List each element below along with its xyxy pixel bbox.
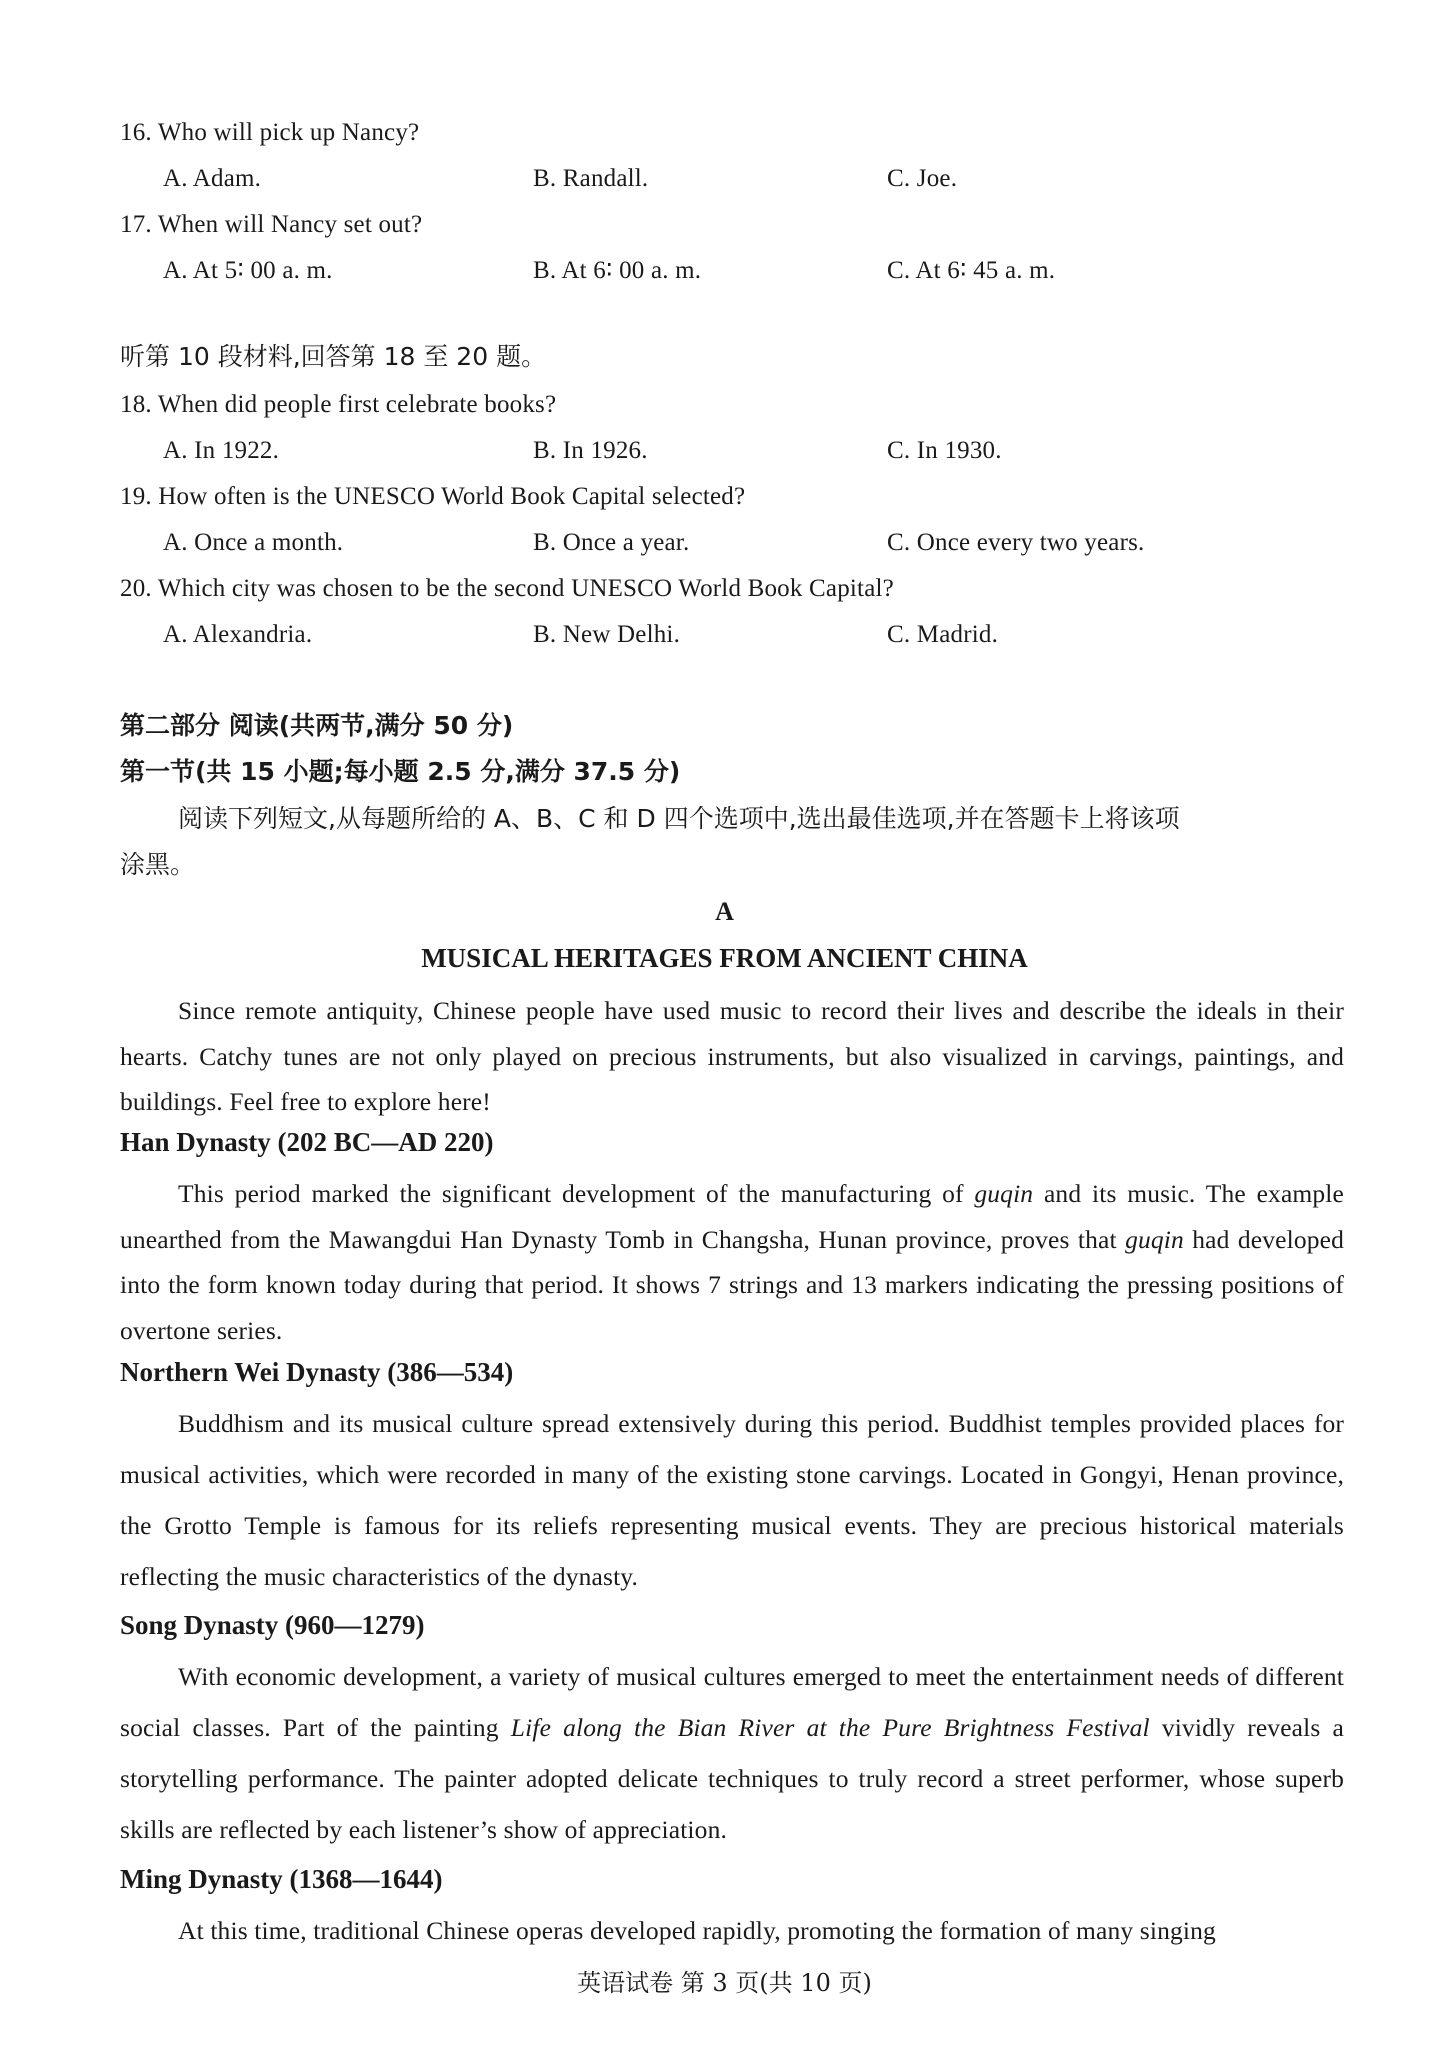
question-16-option-a: A. Adam.: [163, 165, 262, 192]
question-18-stem: 18. When did people first celebrate books?: [120, 391, 557, 418]
page-footer: 英语试卷 第 3 页(共 10 页): [577, 1969, 872, 1997]
question-17-option-a: A. At 5∶ 00 a. m.: [163, 257, 333, 284]
question-17-option-b: B. At 6∶ 00 a. m.: [533, 257, 702, 284]
part2-section1: 第一节(共 15 小题;每小题 2.5 分,满分 37.5 分): [120, 757, 681, 786]
section-text-han: This period marked the significant development of the manufacturing of guqin and its music. The example unearthed from the Mawangdui Han Dynasty Tomb in Changsha, Hunan province, proves that guqin had developed into the form known today during that period. It shows 7 strings and 13 markers indicating the pressing positions of overtone series.: [120, 1179, 1344, 1345]
question-16-stem: 16. Who will pick up Nancy?: [120, 119, 420, 146]
heading-years: (386—534): [387, 1357, 514, 1387]
heading-name: Song Dynasty: [120, 1610, 279, 1640]
section-heading-northern-wei: [120, 1355, 513, 1389]
question-18-option-c: C. In 1930.: [887, 437, 1002, 464]
question-19-stem: 19. How often is the UNESCO World Book Capital selected?: [120, 483, 746, 510]
passage-title: MUSICAL HERITAGES FROM ANCIENT CHINA: [421, 943, 1028, 973]
guqin-term: guqin: [974, 1179, 1034, 1208]
question-17-option-c: C. At 6∶ 45 a. m.: [887, 257, 1056, 284]
part2-instruction-line2: 涂黑。: [120, 850, 196, 879]
section-heading-ming: [120, 1862, 443, 1896]
heading-years: (960—1279): [285, 1610, 425, 1640]
heading-name: Northern Wei Dynasty: [120, 1357, 381, 1387]
part2-instruction-line1: 阅读下列短文,从每题所给的 A、B、C 和 D 四个选项中,选出最佳选项,并在答题卡上将该项: [178, 804, 1180, 833]
heading-years: (202 BC—AD 220): [277, 1127, 494, 1157]
question-20-option-b: B. New Delhi.: [533, 621, 681, 648]
section-heading-han: [120, 1125, 494, 1159]
passage-intro: Since remote antiquity, Chinese people have used music to record their lives and describe the ideals in their hearts. Catchy tunes are not only played on precious instruments, but also visualized in carvings, paintings, and buildings. Feel free to explore here!: [120, 996, 1344, 1116]
question-18-option-b: B. In 1926.: [533, 437, 648, 464]
question-16-option-b: B. Randall.: [533, 165, 649, 192]
question-20-option-c: C. Madrid.: [887, 621, 999, 648]
section-text-song: With economic development, a variety of musical cultures emerged to meet the entertainment needs of different social classes. Part of the painting Life along the Bian River at the Pure Brightness Festival vividly reveals a storytelling performance. The painter adopted delicate techniques to truly record a street performer, whose superb skills are reflected by each listener’s show of appreciation.: [120, 1662, 1344, 1844]
listening-instruction: 听第 10 段材料,回答第 18 至 20 题。: [120, 342, 547, 371]
part2-title: 第二部分 阅读(共两节,满分 50 分): [120, 711, 514, 740]
section-text-ming: At this time, traditional Chinese operas developed rapidly, promoting the formation of many singing: [178, 1916, 1216, 1945]
question-19-option-c: C. Once every two years.: [887, 529, 1145, 556]
guqin-term: guqin: [1125, 1224, 1184, 1254]
question-20-option-a: A. Alexandria.: [163, 621, 313, 648]
heading-name: Ming Dynasty: [120, 1864, 283, 1894]
question-16-option-c: C. Joe.: [887, 165, 958, 192]
painting-title: Life along the Bian River at the Pure Brightness Festival: [510, 1713, 1150, 1742]
question-19-option-b: B. Once a year.: [533, 529, 690, 556]
section-text-northern-wei: Buddhism and its musical culture spread extensively during this period. Buddhist temples provided places for musical activities, which were recorded in many of the existing stone carvings. Located in Gongyi, Henan province, the Grotto Temple is famous for its reliefs representing musical events. They are precious historical materials reflecting the music characteristics of the dynasty.: [120, 1409, 1344, 1591]
question-17-stem: 17. When will Nancy set out?: [120, 211, 423, 238]
question-20-stem: 20. Which city was chosen to be the second UNESCO World Book Capital?: [120, 575, 894, 602]
question-18-option-a: A. In 1922.: [163, 437, 280, 464]
section-heading-song: [120, 1608, 425, 1642]
question-19-option-a: A. Once a month.: [163, 529, 344, 556]
heading-name: Han Dynasty: [120, 1127, 271, 1157]
passage-letter: A: [715, 897, 734, 926]
heading-years: (1368—1644): [289, 1864, 443, 1894]
